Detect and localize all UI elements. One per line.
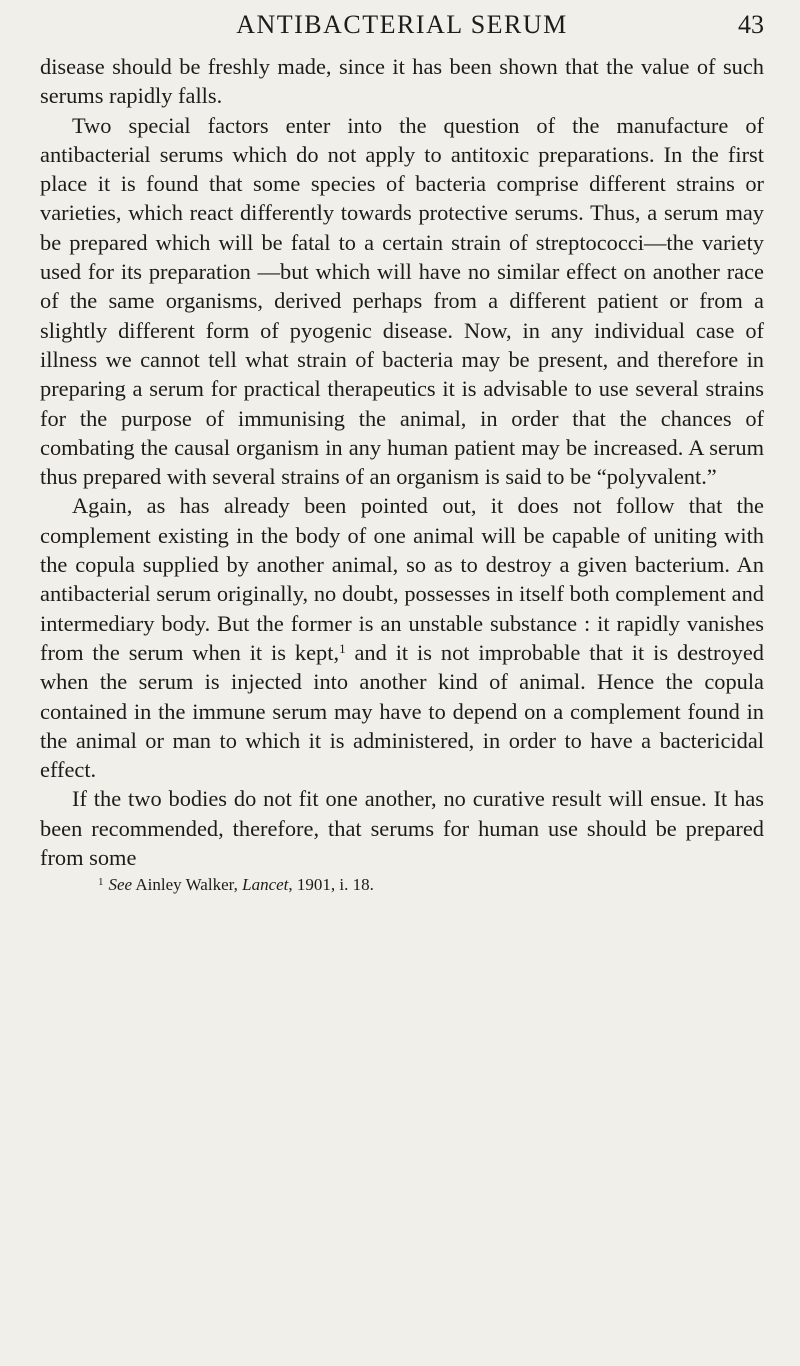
footnote-see: See: [108, 875, 133, 895]
page-header: [40, 6, 764, 46]
footnote-citation: , 1901, i. 18.: [288, 875, 374, 895]
paragraph: [40, 491, 764, 784]
running-head: ANTIBACTERIAL SERUM: [236, 10, 568, 39]
paragraph: If the two bodies do not fit one another, no curative result will ensue. It has been recommended, therefore, that serums for human use should be prepared from some: [40, 786, 764, 871]
body-text: [40, 52, 764, 895]
footnote-marker: 1: [98, 876, 104, 889]
paragraph: disease should be freshly made, since it has been shown that the value of such serums rapidly falls.: [40, 54, 764, 109]
footnote-reference: 1: [339, 640, 346, 656]
footnote: [40, 872, 764, 895]
footnote-journal: Lancet: [242, 875, 289, 895]
paragraph-text: and it is not improbable that it is destroyed when the serum is injected into another kind of animal. Hence the copula contained in the immune serum may have to depend on a complement found in the animal or man to which it is administered, in order to have a bactericidal effect.: [40, 639, 764, 783]
paragraph-text: Again, as has already been pointed out, it does not follow that the complement existing in the body of one animal will be capable of uniting with the copula supplied by another animal, so as to destroy a given bacterium. An antibacterial serum originally, no doubt, possesses in itself both complement and intermediary body. But the former is an unstable substance : it rapidly vanishes from the serum when it is kept,: [40, 493, 764, 665]
paragraph: Two special factors enter into the question of the manufacture of antibacterial serums which do not apply to antitoxic preparations. In the first place it is found that some species of bacteria comprise different strains or varieties, which react differently towards protective serums. Thus, a serum may be prepared which will be fatal to a certain strain of streptococci—the variety used for its preparation —but which will have no similar effect on another race of the same organisms, derived perhaps from a different patient or from a slightly different form of pyogenic disease. Now, in any individual case of illness we cannot tell what strain of bacteria may be present, and therefore in preparing a serum for practical therapeutics it is advisable to use several strains for the purpose of immunising the animal, in order that the chances of combating the causal organism in any human patient may be increased. A serum thus prepared with several strains of an organism is said to be “polyvalent.”: [40, 112, 764, 490]
footnote-author: Ainley Walker,: [132, 875, 243, 895]
page-number: 43: [738, 10, 764, 39]
